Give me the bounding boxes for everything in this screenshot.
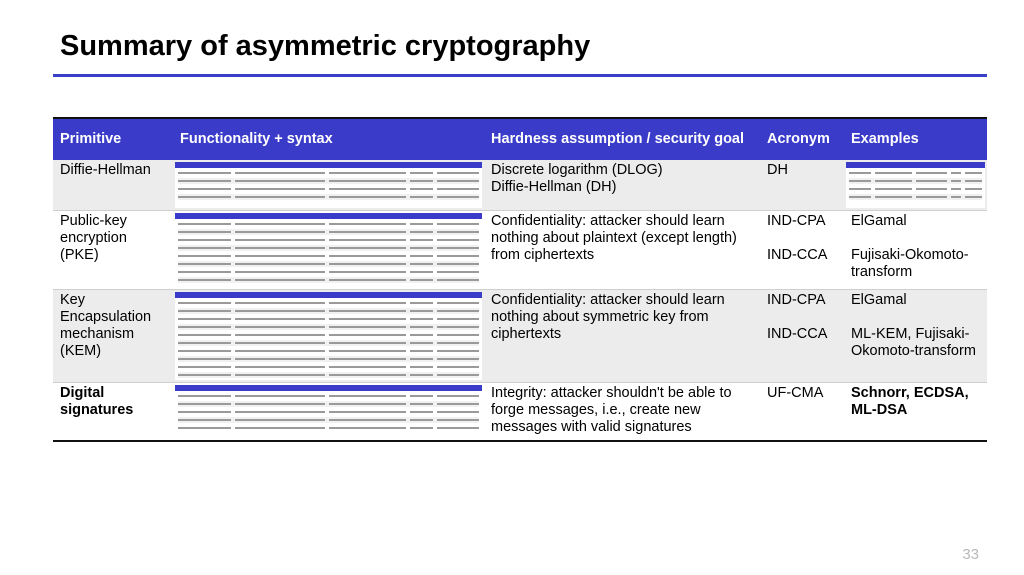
hardness-line: Discrete logarithm (DLOG) bbox=[491, 162, 663, 178]
mini-row bbox=[178, 340, 479, 346]
acronym-value: IND-CCA bbox=[767, 325, 828, 342]
mini-text-line bbox=[437, 263, 479, 265]
mini-text-line bbox=[410, 326, 434, 328]
mini-row bbox=[849, 178, 982, 184]
mini-text-line bbox=[410, 223, 434, 225]
mini-row bbox=[178, 393, 479, 399]
example-value: ElGamal bbox=[851, 291, 907, 308]
mini-header-bar bbox=[175, 385, 482, 391]
mini-text-line bbox=[178, 427, 231, 429]
mini-text-line bbox=[235, 239, 324, 241]
acronym-cell bbox=[760, 289, 844, 382]
mini-row bbox=[178, 409, 479, 415]
mini-row bbox=[178, 300, 479, 306]
mini-text-line bbox=[329, 366, 406, 368]
mini-text-line bbox=[329, 279, 406, 281]
mini-text-line bbox=[410, 231, 434, 233]
mini-text-line bbox=[178, 239, 231, 241]
mini-text-line bbox=[916, 172, 948, 174]
header-acronym: Acronym bbox=[760, 118, 844, 160]
mini-text-line bbox=[235, 395, 324, 397]
mini-text-line bbox=[329, 231, 406, 233]
mini-text-line bbox=[329, 239, 406, 241]
mini-text-line bbox=[235, 358, 324, 360]
mini-text-line bbox=[235, 334, 324, 336]
mini-row bbox=[178, 277, 479, 283]
title-underline bbox=[53, 74, 987, 77]
mini-text-line bbox=[178, 366, 231, 368]
mini-text-line bbox=[235, 255, 324, 257]
mini-text-line bbox=[329, 271, 406, 273]
mini-text-line bbox=[329, 350, 406, 352]
mini-text-line bbox=[437, 427, 479, 429]
mini-row bbox=[178, 221, 479, 227]
primitive-cell: Key Encapsulation mechanism (KEM) bbox=[53, 289, 173, 382]
mini-text-line bbox=[410, 239, 434, 241]
primitive-cell: Public-key encryption (PKE) bbox=[53, 210, 173, 289]
acronym-cell bbox=[760, 210, 844, 289]
mini-text-line bbox=[437, 350, 479, 352]
example-value: Fujisaki-Okomoto-transform bbox=[851, 246, 969, 280]
mini-text-line bbox=[437, 318, 479, 320]
mini-text-line bbox=[849, 196, 871, 198]
mini-row bbox=[178, 170, 479, 176]
functionality-thumbnail bbox=[173, 210, 484, 289]
mini-text-line bbox=[916, 180, 948, 182]
mini-text-line bbox=[178, 302, 231, 304]
example-value: Schnorr, ECDSA, ML-DSA bbox=[851, 384, 969, 418]
mini-row bbox=[849, 170, 982, 176]
mini-text-line bbox=[437, 255, 479, 257]
examples-thumbnail bbox=[844, 160, 987, 210]
mini-text-line bbox=[178, 419, 231, 421]
mini-text-line bbox=[178, 358, 231, 360]
mini-text-line bbox=[410, 358, 434, 360]
mini-row bbox=[178, 332, 479, 338]
hardness-cell bbox=[484, 210, 760, 289]
mini-header-bar bbox=[175, 292, 482, 298]
mini-text-line bbox=[329, 188, 406, 190]
acronym-value: DH bbox=[767, 162, 788, 178]
mini-table-image bbox=[175, 385, 482, 439]
primitive-cell: Diffie-Hellman bbox=[60, 162, 151, 178]
mini-text-line bbox=[235, 310, 324, 312]
mini-text-line bbox=[329, 172, 406, 174]
mini-text-line bbox=[235, 172, 324, 174]
hardness-line: Confidentiality: attacker should learn nothing about plaintext (except length) from ciphertexts bbox=[491, 212, 737, 263]
mini-text-line bbox=[235, 188, 324, 190]
summary-table bbox=[53, 117, 987, 442]
acronym-cell bbox=[760, 382, 844, 441]
table-row bbox=[53, 289, 987, 382]
mini-text-line bbox=[849, 172, 871, 174]
slide-title: Summary of asymmetric cryptography bbox=[60, 30, 591, 62]
mini-text-line bbox=[235, 271, 324, 273]
mini-text-line bbox=[875, 188, 912, 190]
mini-text-line bbox=[410, 342, 434, 344]
mini-text-line bbox=[437, 334, 479, 336]
table-row bbox=[53, 382, 987, 441]
mini-text-line bbox=[437, 180, 479, 182]
mini-text-line bbox=[329, 196, 406, 198]
mini-text-line bbox=[235, 366, 324, 368]
mini-text-line bbox=[437, 239, 479, 241]
mini-row bbox=[178, 401, 479, 407]
mini-row bbox=[178, 372, 479, 378]
hardness-cell bbox=[484, 160, 760, 210]
mini-text-line bbox=[178, 231, 231, 233]
mini-text-line bbox=[849, 180, 871, 182]
mini-text-line bbox=[178, 255, 231, 257]
mini-text-line bbox=[235, 196, 324, 198]
mini-row bbox=[178, 348, 479, 354]
mini-text-line bbox=[178, 310, 231, 312]
mini-text-line bbox=[178, 374, 231, 376]
mini-text-line bbox=[178, 196, 231, 198]
header-hardness: Hardness assumption / security goal bbox=[484, 118, 760, 160]
mini-text-line bbox=[437, 271, 479, 273]
mini-text-line bbox=[329, 419, 406, 421]
mini-text-line bbox=[178, 395, 231, 397]
hardness-line: Integrity: attacker shouldn't be able to forge messages, i.e., create new messages with valid signatures bbox=[491, 384, 732, 435]
acronym-cell bbox=[760, 160, 844, 210]
mini-table-image bbox=[175, 292, 482, 380]
mini-text-line bbox=[329, 427, 406, 429]
mini-text-line bbox=[235, 231, 324, 233]
mini-text-line bbox=[410, 366, 434, 368]
hardness-line: Diffie-Hellman (DH) bbox=[491, 179, 617, 195]
mini-text-line bbox=[410, 263, 434, 265]
mini-text-line bbox=[178, 263, 231, 265]
mini-text-line bbox=[178, 326, 231, 328]
mini-row bbox=[178, 425, 479, 431]
mini-text-line bbox=[437, 223, 479, 225]
mini-text-line bbox=[329, 342, 406, 344]
header-examples: Examples bbox=[844, 118, 987, 160]
mini-text-line bbox=[965, 180, 982, 182]
mini-text-line bbox=[410, 302, 434, 304]
mini-text-line bbox=[235, 279, 324, 281]
hardness-cell bbox=[484, 289, 760, 382]
mini-row bbox=[178, 417, 479, 423]
mini-text-line bbox=[329, 302, 406, 304]
mini-row bbox=[178, 194, 479, 200]
mini-text-line bbox=[235, 247, 324, 249]
mini-text-line bbox=[410, 374, 434, 376]
mini-text-line bbox=[437, 247, 479, 249]
mini-text-line bbox=[329, 334, 406, 336]
header-functionality: Functionality + syntax bbox=[173, 118, 484, 160]
mini-text-line bbox=[329, 358, 406, 360]
functionality-thumbnail bbox=[173, 382, 484, 441]
mini-text-line bbox=[178, 172, 231, 174]
mini-text-line bbox=[437, 411, 479, 413]
mini-row bbox=[178, 356, 479, 362]
mini-row bbox=[178, 237, 479, 243]
mini-row bbox=[178, 229, 479, 235]
mini-text-line bbox=[235, 263, 324, 265]
mini-text-line bbox=[329, 395, 406, 397]
table-row bbox=[53, 210, 987, 289]
mini-text-line bbox=[235, 326, 324, 328]
primitive-cell: Digital signatures bbox=[53, 382, 173, 441]
mini-text-line bbox=[178, 342, 231, 344]
mini-text-line bbox=[437, 279, 479, 281]
mini-text-line bbox=[410, 310, 434, 312]
mini-text-line bbox=[951, 180, 961, 182]
mini-text-line bbox=[178, 180, 231, 182]
mini-text-line bbox=[329, 411, 406, 413]
mini-text-line bbox=[329, 403, 406, 405]
functionality-thumbnail bbox=[173, 160, 484, 210]
page-number: 33 bbox=[962, 546, 979, 563]
mini-text-line bbox=[410, 334, 434, 336]
examples-cell bbox=[844, 210, 987, 289]
mini-text-line bbox=[437, 374, 479, 376]
hardness-line: Confidentiality: attacker should learn nothing about symmetric key from ciphertexts bbox=[491, 291, 725, 342]
mini-text-line bbox=[965, 172, 982, 174]
mini-text-line bbox=[410, 196, 434, 198]
acronym-value: IND-CPA bbox=[767, 291, 826, 308]
mini-text-line bbox=[437, 326, 479, 328]
examples-cell bbox=[844, 289, 987, 382]
mini-row bbox=[178, 269, 479, 275]
mini-text-line bbox=[410, 403, 434, 405]
mini-row bbox=[178, 364, 479, 370]
example-value: ML-KEM, Fujisaki-Okomoto-transform bbox=[851, 325, 976, 359]
mini-text-line bbox=[916, 196, 948, 198]
acronym-value: IND-CPA bbox=[767, 212, 826, 229]
mini-text-line bbox=[329, 326, 406, 328]
functionality-thumbnail bbox=[173, 289, 484, 382]
mini-text-line bbox=[178, 334, 231, 336]
mini-row bbox=[178, 245, 479, 251]
mini-text-line bbox=[437, 231, 479, 233]
mini-text-line bbox=[329, 310, 406, 312]
mini-text-line bbox=[951, 172, 961, 174]
mini-text-line bbox=[235, 403, 324, 405]
mini-text-line bbox=[410, 427, 434, 429]
mini-table-image bbox=[846, 162, 985, 208]
mini-row bbox=[849, 194, 982, 200]
mini-text-line bbox=[235, 302, 324, 304]
mini-text-line bbox=[410, 279, 434, 281]
mini-table-image bbox=[175, 162, 482, 208]
mini-text-line bbox=[951, 196, 961, 198]
mini-text-line bbox=[329, 247, 406, 249]
mini-text-line bbox=[235, 342, 324, 344]
header-primitive: Primitive bbox=[53, 118, 173, 160]
mini-text-line bbox=[235, 411, 324, 413]
mini-text-line bbox=[178, 223, 231, 225]
mini-text-line bbox=[437, 302, 479, 304]
mini-header-bar bbox=[175, 162, 482, 168]
mini-row bbox=[178, 261, 479, 267]
mini-text-line bbox=[437, 196, 479, 198]
mini-text-line bbox=[437, 172, 479, 174]
mini-text-line bbox=[178, 318, 231, 320]
mini-text-line bbox=[437, 342, 479, 344]
table-row bbox=[53, 160, 987, 210]
mini-text-line bbox=[965, 188, 982, 190]
mini-text-line bbox=[329, 263, 406, 265]
mini-text-line bbox=[410, 419, 434, 421]
mini-text-line bbox=[178, 411, 231, 413]
mini-text-line bbox=[329, 374, 406, 376]
mini-text-line bbox=[410, 172, 434, 174]
example-value: ElGamal bbox=[851, 212, 907, 229]
mini-row bbox=[178, 186, 479, 192]
mini-text-line bbox=[178, 188, 231, 190]
mini-text-line bbox=[178, 403, 231, 405]
mini-text-line bbox=[965, 196, 982, 198]
mini-text-line bbox=[437, 358, 479, 360]
mini-text-line bbox=[235, 419, 324, 421]
mini-text-line bbox=[329, 180, 406, 182]
mini-header-bar bbox=[846, 162, 985, 168]
mini-text-line bbox=[410, 318, 434, 320]
acronym-value: UF-CMA bbox=[767, 384, 824, 401]
mini-text-line bbox=[437, 188, 479, 190]
hardness-cell bbox=[484, 382, 760, 441]
mini-text-line bbox=[437, 395, 479, 397]
mini-text-line bbox=[235, 180, 324, 182]
mini-text-line bbox=[410, 411, 434, 413]
mini-text-line bbox=[235, 374, 324, 376]
acronym-value: IND-CCA bbox=[767, 246, 828, 263]
mini-row bbox=[849, 186, 982, 192]
mini-text-line bbox=[410, 255, 434, 257]
mini-row bbox=[178, 324, 479, 330]
mini-text-line bbox=[235, 427, 324, 429]
mini-text-line bbox=[437, 419, 479, 421]
mini-text-line bbox=[410, 395, 434, 397]
mini-text-line bbox=[410, 180, 434, 182]
mini-text-line bbox=[875, 172, 912, 174]
mini-text-line bbox=[329, 255, 406, 257]
mini-text-line bbox=[410, 188, 434, 190]
mini-text-line bbox=[437, 366, 479, 368]
mini-text-line bbox=[410, 271, 434, 273]
mini-text-line bbox=[178, 279, 231, 281]
mini-table-image bbox=[175, 213, 482, 287]
mini-row bbox=[178, 178, 479, 184]
mini-text-line bbox=[875, 196, 912, 198]
mini-text-line bbox=[875, 180, 912, 182]
mini-text-line bbox=[235, 318, 324, 320]
mini-text-line bbox=[329, 223, 406, 225]
mini-text-line bbox=[178, 271, 231, 273]
table-header-row bbox=[53, 118, 987, 160]
mini-text-line bbox=[329, 318, 406, 320]
mini-text-line bbox=[410, 350, 434, 352]
mini-text-line bbox=[410, 247, 434, 249]
mini-text-line bbox=[235, 350, 324, 352]
mini-row bbox=[178, 253, 479, 259]
examples-cell bbox=[844, 382, 987, 441]
mini-text-line bbox=[437, 403, 479, 405]
mini-text-line bbox=[916, 188, 948, 190]
mini-text-line bbox=[849, 188, 871, 190]
mini-text-line bbox=[178, 350, 231, 352]
mini-text-line bbox=[437, 310, 479, 312]
mini-text-line bbox=[235, 223, 324, 225]
mini-row bbox=[178, 316, 479, 322]
mini-text-line bbox=[178, 247, 231, 249]
mini-header-bar bbox=[175, 213, 482, 219]
mini-row bbox=[178, 308, 479, 314]
mini-text-line bbox=[951, 188, 961, 190]
